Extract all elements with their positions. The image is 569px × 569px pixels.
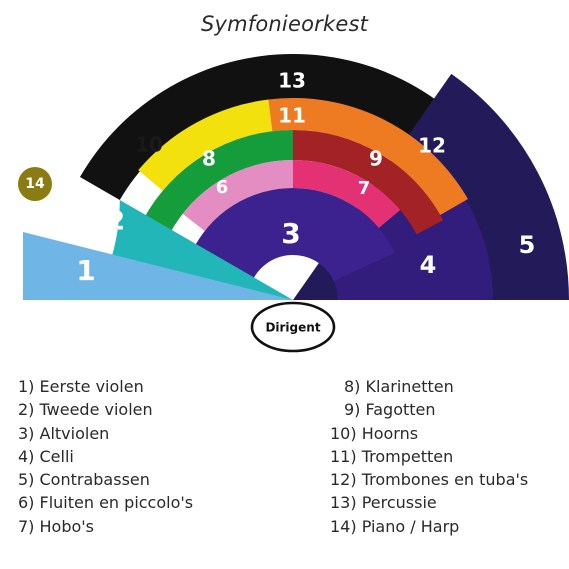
section-number-3: 3: [281, 217, 301, 250]
legend-item: 9) Fagotten: [344, 400, 436, 420]
legend-item: 2) Tweede violen: [18, 400, 153, 420]
section-number-13: 13: [278, 68, 306, 93]
legend-item: 14) Piano / Harp: [330, 516, 460, 536]
legend-item: 13) Percussie: [330, 493, 437, 513]
legend-item: 12) Trombones en tuba's: [330, 470, 529, 490]
section-number-6: 6: [215, 177, 229, 198]
legend-item: 6) Fluiten en piccolo's: [18, 493, 194, 513]
section-number-5: 5: [518, 231, 536, 259]
legend-strings: [18, 375, 193, 538]
legend-item: 11) Trompetten: [330, 446, 454, 466]
legend-item: 3) Altviolen: [18, 423, 110, 443]
conductor-podium[interactable]: [252, 303, 334, 351]
section-number-12: 12: [418, 133, 446, 158]
legend-item: 7) Hobo's: [18, 516, 95, 536]
legend-item: 1) Eerste violen: [18, 377, 144, 396]
page-title: Symfonieorkest: [200, 12, 369, 36]
section-number-9: 9: [369, 146, 383, 171]
section-number-2: 2: [106, 206, 126, 237]
legend-item: 10) Hoorns: [330, 423, 419, 443]
legend-item: 8) Klarinetten: [344, 377, 454, 396]
legend-item: 4) Celli: [18, 446, 74, 466]
section-number-4: 4: [419, 251, 437, 279]
section-number-14: 14: [25, 176, 45, 192]
section-number-1: 1: [76, 254, 96, 287]
section-number-11: 11: [278, 103, 306, 128]
section-number-7: 7: [357, 178, 371, 199]
legend-item: 5) Contrabassen: [18, 470, 150, 490]
section-number-10: 10: [135, 132, 163, 157]
conductor-label: Dirigent: [265, 320, 321, 335]
legend-winds-percussion: [322, 375, 528, 538]
section-number-8: 8: [202, 146, 216, 171]
